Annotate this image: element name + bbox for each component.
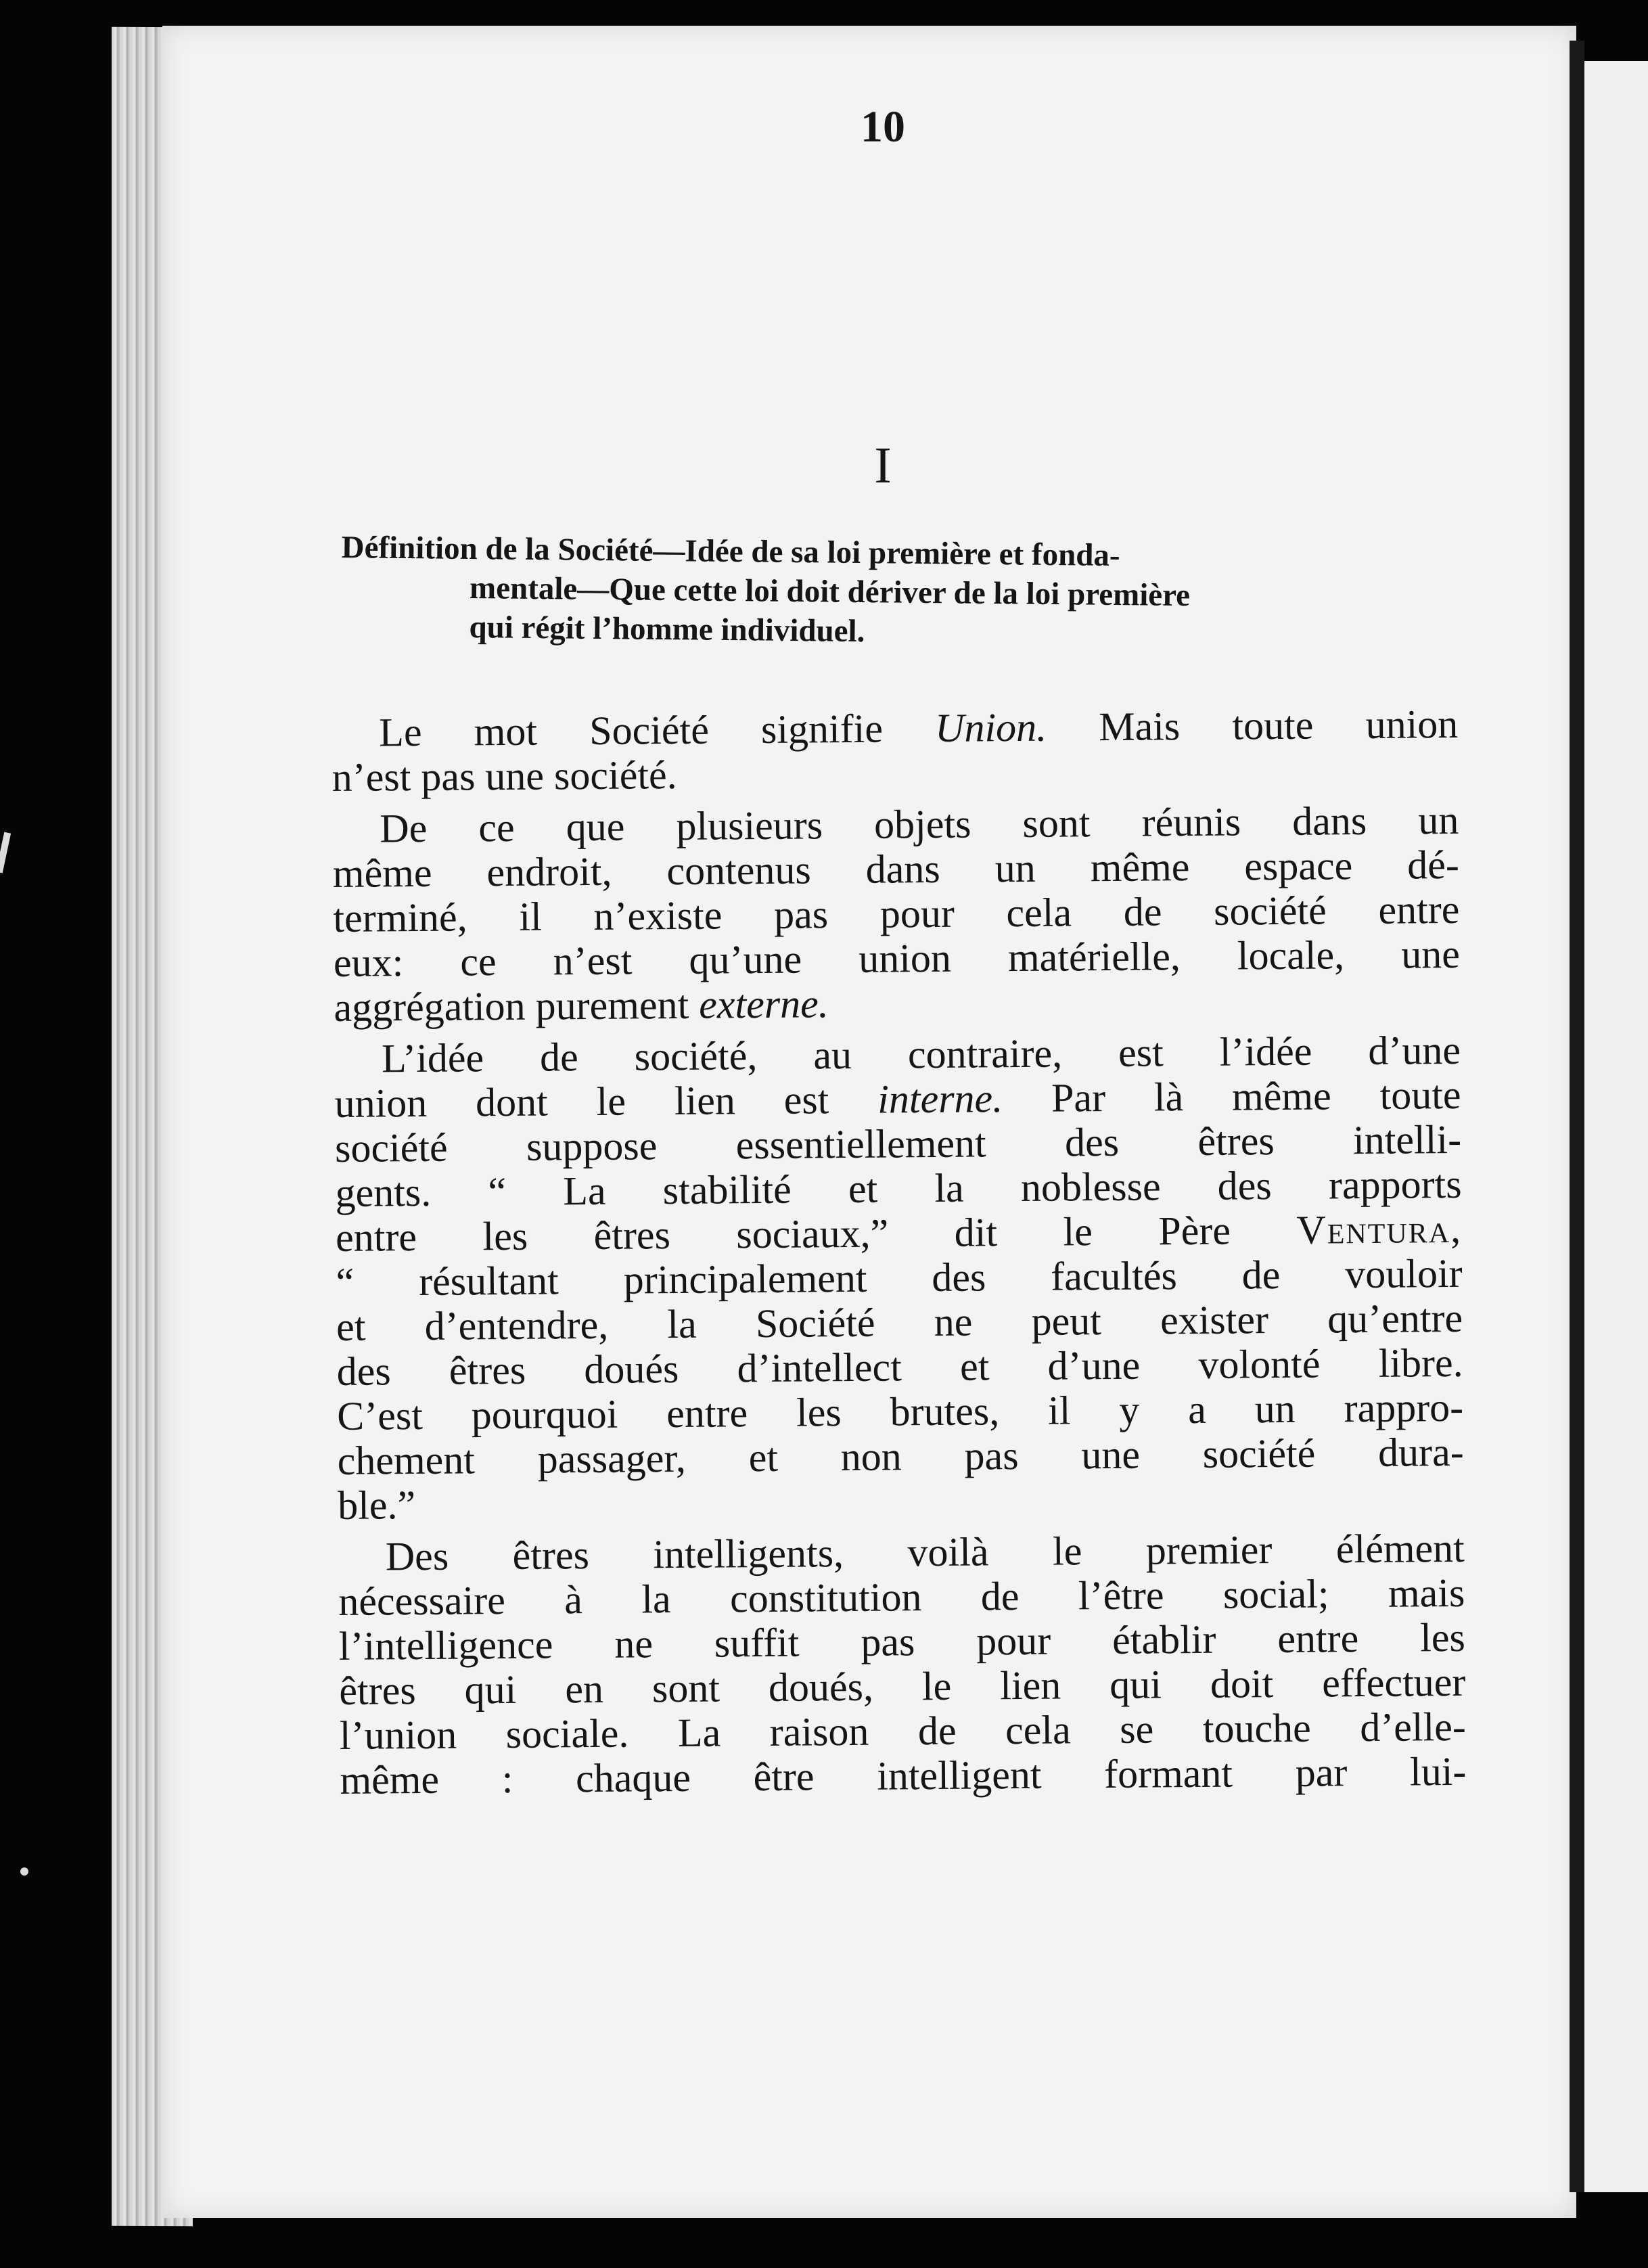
text-line: et d’entendre, la Société ne peut exister qu’entre	[336, 1295, 1463, 1349]
text-line: société suppose essentiellement des êtres intelli-	[334, 1116, 1462, 1171]
text-line	[334, 976, 1460, 1030]
text-span: aggrégation purement	[334, 982, 700, 1030]
text-line: Des êtres intelligents, voilà le premier élément	[385, 1525, 1465, 1579]
summary-line: qui régit l’homme individuel.	[469, 609, 865, 650]
paragraph	[332, 797, 1518, 1030]
scan-artifact	[20, 1867, 28, 1876]
text-line: eux: ce n’est qu’une union matérielle, locale, une	[333, 931, 1461, 985]
text-line: êtres qui en sont doués, le lien qui doit effectuer	[339, 1659, 1466, 1713]
text-line: chement passager, et non pas une société dura-	[337, 1429, 1464, 1483]
text-line: l’union sociale. La raison de cela se touche d’elle-	[339, 1704, 1467, 1758]
text-line: ble.”	[337, 1482, 416, 1528]
text-span: Par là même toute	[1002, 1072, 1461, 1121]
text-line: C’est pourquoi entre les brutes, il y a un rappro-	[336, 1384, 1464, 1438]
body-text	[331, 701, 1524, 1802]
text-line: l’intelligence ne suffit pas pour établir entre les	[338, 1614, 1466, 1669]
author-name: Ventura,	[1296, 1206, 1463, 1252]
text-span: union dont le lien est	[334, 1076, 878, 1126]
italic-term: externe.	[698, 981, 829, 1027]
paragraph	[331, 701, 1516, 800]
chapter-heading: I	[874, 437, 892, 494]
summary-line: Définition de la Société—Idée de sa loi première et fonda-	[341, 529, 1120, 574]
paragraph	[334, 1027, 1522, 1528]
paragraph	[338, 1525, 1524, 1802]
text-line: L’idée de société, au contraire, est l’idée d’une	[381, 1027, 1461, 1081]
text-line: De ce que plusieurs objets sont réunis dans un	[380, 797, 1459, 851]
text-span: entre les êtres sociaux,” dit le Père	[335, 1207, 1297, 1260]
facing-page-edge	[1584, 61, 1648, 2192]
text-line: n’est pas une société.	[331, 752, 677, 800]
book-gutter	[1570, 41, 1584, 2192]
page-number: 10	[861, 102, 905, 152]
text-line: même : chaque être intelligent formant par lui-	[340, 1748, 1467, 1802]
text-line: terminé, il n’existe pas pour cela de société entre	[333, 886, 1460, 940]
scan-artifact	[0, 832, 11, 874]
chapter-summary	[340, 528, 1478, 658]
text-line	[331, 702, 1458, 755]
italic-term: interne.	[877, 1076, 1003, 1122]
text-line: des êtres doués d’intellect et d’une volonté libre.	[336, 1340, 1463, 1394]
text-span: Mais toute union	[1046, 701, 1459, 750]
italic-term: Union.	[934, 704, 1047, 750]
text-line: nécessaire à la constitution de l’être social; mais	[338, 1570, 1465, 1624]
summary-line: mentale—Que cette loi doit dériver de la loi première	[469, 570, 1191, 614]
text-span: Le mot Société signifie	[378, 705, 936, 755]
text-line: même endroit, contenus dans un même espace dé-	[332, 842, 1460, 896]
text-line: gents. “ La stabilité et la noblesse des rapports	[335, 1161, 1462, 1215]
text-line: “ résultant principalement des facultés de vouloir	[336, 1250, 1463, 1305]
